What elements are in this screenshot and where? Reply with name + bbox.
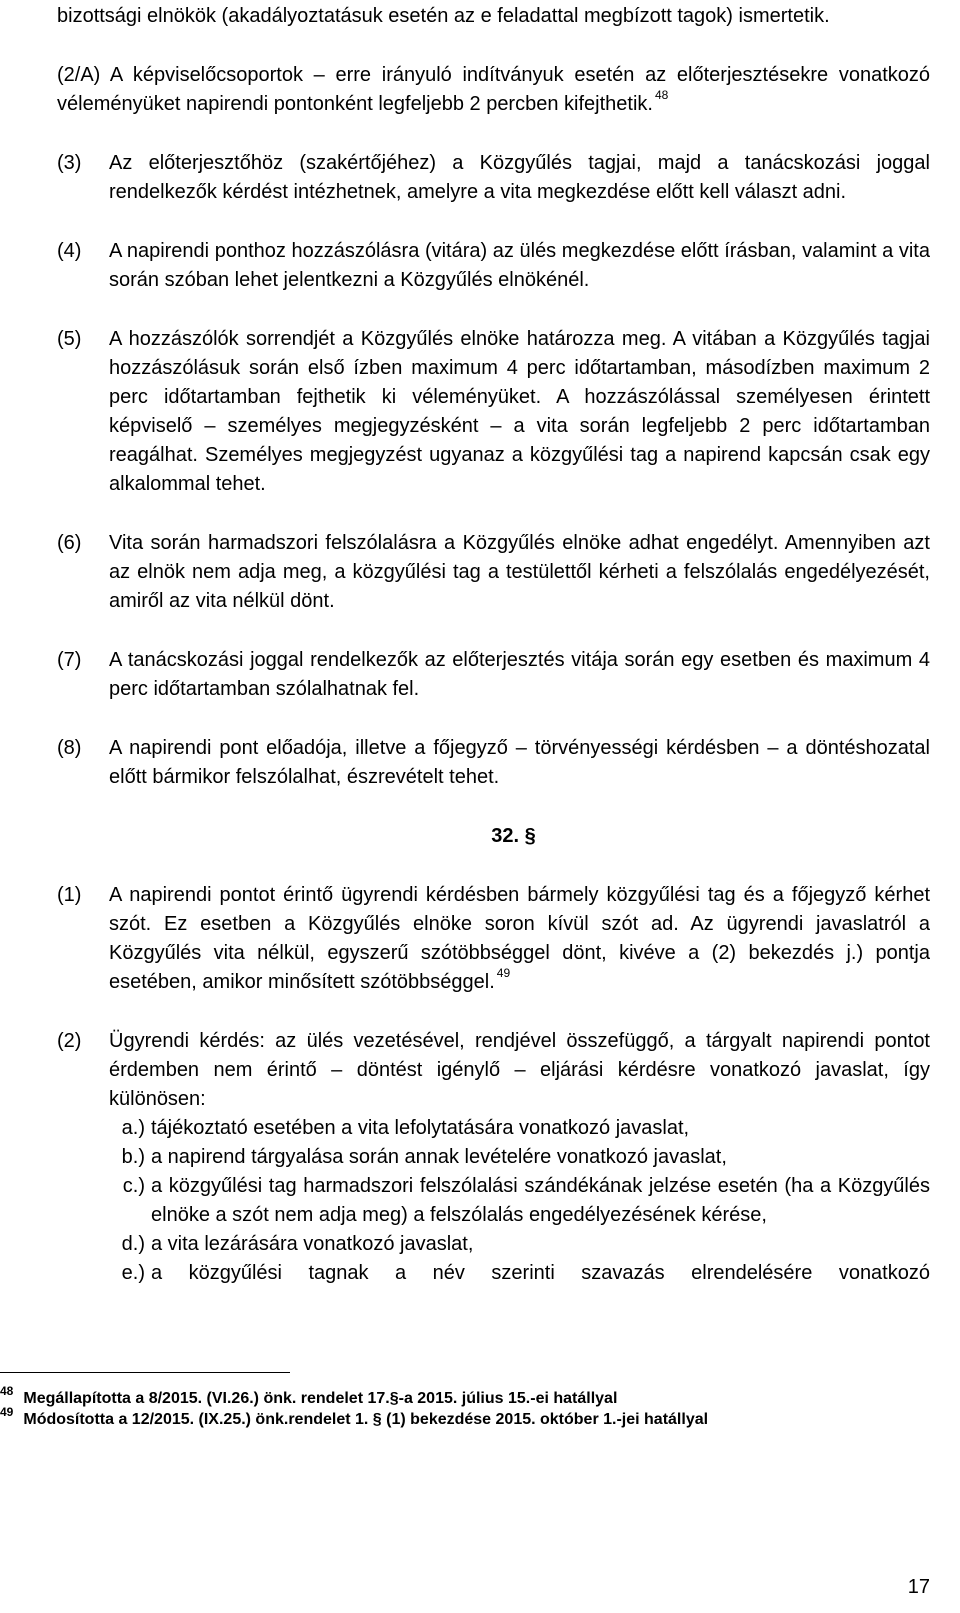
list-item-label: b.) xyxy=(121,1146,145,1168)
list-item-d xyxy=(109,1230,930,1259)
list-item-label: e.) xyxy=(121,1262,145,1284)
page-number: 17 xyxy=(907,1576,930,1598)
paragraph-text: A hozzászólók sorrendjét a Közgyűlés elnöke határozza meg. A vitában a Közgyűlés tagjai hozzászólásuk során első ízben maximum 4 perc időtartamban, másodízben maximum 2 perc időtartamban fejthetik ki véleményüket. A hozzászólással személyesen érintett képviselő – személyes megjegyzésként – a vita során legfeljebb 2 perc időtartamban reagálhat. Személyes megjegyzést ugyanaz a közgyűlési tag a napirend kapcsán csak egy alkalommal tehet. xyxy=(109,328,930,495)
paragraph-text: Az előterjesztőhöz (szakértőjéhez) a Közgyűlés tagjai, majd a tanácskozási joggal rendelkezők kérdést intézhetnek, amelyre a vita megkezdése előtt kell választ adni. xyxy=(109,152,930,203)
paragraph-body xyxy=(109,1027,930,1288)
paragraph-number: (3) xyxy=(57,152,82,174)
paragraph-4 xyxy=(57,237,930,295)
paragraph-number: (8) xyxy=(57,737,82,759)
paragraph-6 xyxy=(57,529,930,616)
footnote-number: 48 xyxy=(0,1384,14,1398)
paragraph-number: (4) xyxy=(57,240,82,262)
paragraph-number: (5) xyxy=(57,328,82,350)
paragraph-number: (6) xyxy=(57,532,82,554)
list-item-b xyxy=(109,1143,930,1172)
footnote-ref-48[interactable]: 48 xyxy=(654,88,669,102)
paragraph-text: A napirendi pont előadója, illetve a főjegyző – törvényességi kérdésben – a döntéshozatal előtt bármikor felszólalhat, észrevételt tehet. xyxy=(109,737,930,788)
list-item-label: d.) xyxy=(121,1233,145,1255)
footnote-ref-49[interactable]: 49 xyxy=(496,966,511,980)
paragraph-8 xyxy=(57,734,930,792)
paragraph-2a-text: (2/A) A képviselőcsoportok – erre irányuló indítványuk esetén az előterjesztésekre vonatkozó véleményüket napirendi pontonként legfeljebb 2 percben kifejthetik. xyxy=(57,64,930,115)
list-item-text: a napirend tárgyalása során annak levételére vonatkozó javaslat, xyxy=(151,1146,727,1168)
paragraph-text: A napirendi pontot érintő ügyrendi kérdésben bármely közgyűlési tag és a főjegyző kérhet szót. Ez esetben a Közgyűlés elnöke soron kívül szót ad. Az ügyrendi javaslatról a Közgyűlés vita nélkül, egyszerű szótöbbséggel dönt, kivéve a (2) bekezdés j.) pontja esetében, amikor minősített szótöbbséggel. xyxy=(109,884,930,993)
footnote-49 xyxy=(0,1405,708,1429)
paragraph-text: A tanácskozási joggal rendelkezők az előterjesztés vitája során egy esetben és maximum 4 perc időtartamban szólalhatnak fel. xyxy=(109,649,930,700)
list-item-text: a közgyűlési tagnak a név szerinti szavazás elrendelésére vonatkozó xyxy=(151,1262,930,1284)
section-heading-32: 32. § xyxy=(491,825,536,847)
paragraph-number: (2) xyxy=(57,1030,82,1052)
document-page xyxy=(57,0,930,1288)
list-item-label: a.) xyxy=(121,1117,145,1139)
paragraph-text: A napirendi ponthoz hozzászólásra (vitára) az ülés megkezdése előtt írásban, valamint a vita során szóban lehet jelentkezni a Közgyűlés elnökénél. xyxy=(109,240,930,291)
paragraph-text: Vita során harmadszori felszólalásra a Közgyűlés elnöke adhat engedélyt. Amennyiben azt az elnök nem adja meg, a közgyűlési tag a testülettől kérheti a felszólalás engedélyezését, amiről az vita nélkül dönt. xyxy=(109,532,930,612)
footnote-number: 49 xyxy=(0,1405,14,1419)
list-item-c xyxy=(109,1172,930,1230)
paragraph-5 xyxy=(57,325,930,499)
paragraph-7 xyxy=(57,646,930,704)
footnote-text: Módosította a 12/2015. (IX.25.) önk.rendelet 1. § (1) bekezdése 2015. október 1.-jei hatállyal xyxy=(23,1411,709,1428)
list-item-text: a vita lezárására vonatkozó javaslat, xyxy=(151,1233,474,1255)
list-item-label: c.) xyxy=(122,1175,145,1197)
paragraph-text: Ügyrendi kérdés: az ülés vezetésével, rendjével összefüggő, a tárgyalt napirendi pontot érdemben nem érintő – döntést igénylő – eljárási kérdésre vonatkozó javaslat, így különösen: xyxy=(109,1030,930,1110)
list-item-e xyxy=(109,1259,930,1288)
paragraph-2a xyxy=(57,61,930,119)
section32-paragraph-1 xyxy=(57,881,930,997)
list-item-a xyxy=(109,1114,930,1143)
paragraph-body xyxy=(109,881,930,997)
paragraph-number: (1) xyxy=(57,884,82,906)
paragraph-3 xyxy=(57,149,930,207)
list-item-text: tájékoztató esetében a vita lefolytatására vonatkozó javaslat, xyxy=(151,1117,690,1139)
paragraph-number: (7) xyxy=(57,649,82,671)
section32-paragraph-2 xyxy=(57,1027,930,1288)
footnote-text: Megállapította a 8/2015. (VI.26.) önk. rendelet 17.§-a 2015. július 15.-ei hatállyal xyxy=(23,1390,618,1407)
list-item-text: a közgyűlési tag harmadszori felszólalási szándékának jelzése esetén (ha a Közgyűlés elnöke a szót nem adja meg) a felszólalás engedélyezésének kérése, xyxy=(151,1175,930,1226)
intro-paragraph: bizottsági elnökök (akadályoztatásuk esetén az e feladattal megbízott tagok) ismertetik. xyxy=(57,5,830,27)
footnote-divider xyxy=(0,1372,290,1373)
